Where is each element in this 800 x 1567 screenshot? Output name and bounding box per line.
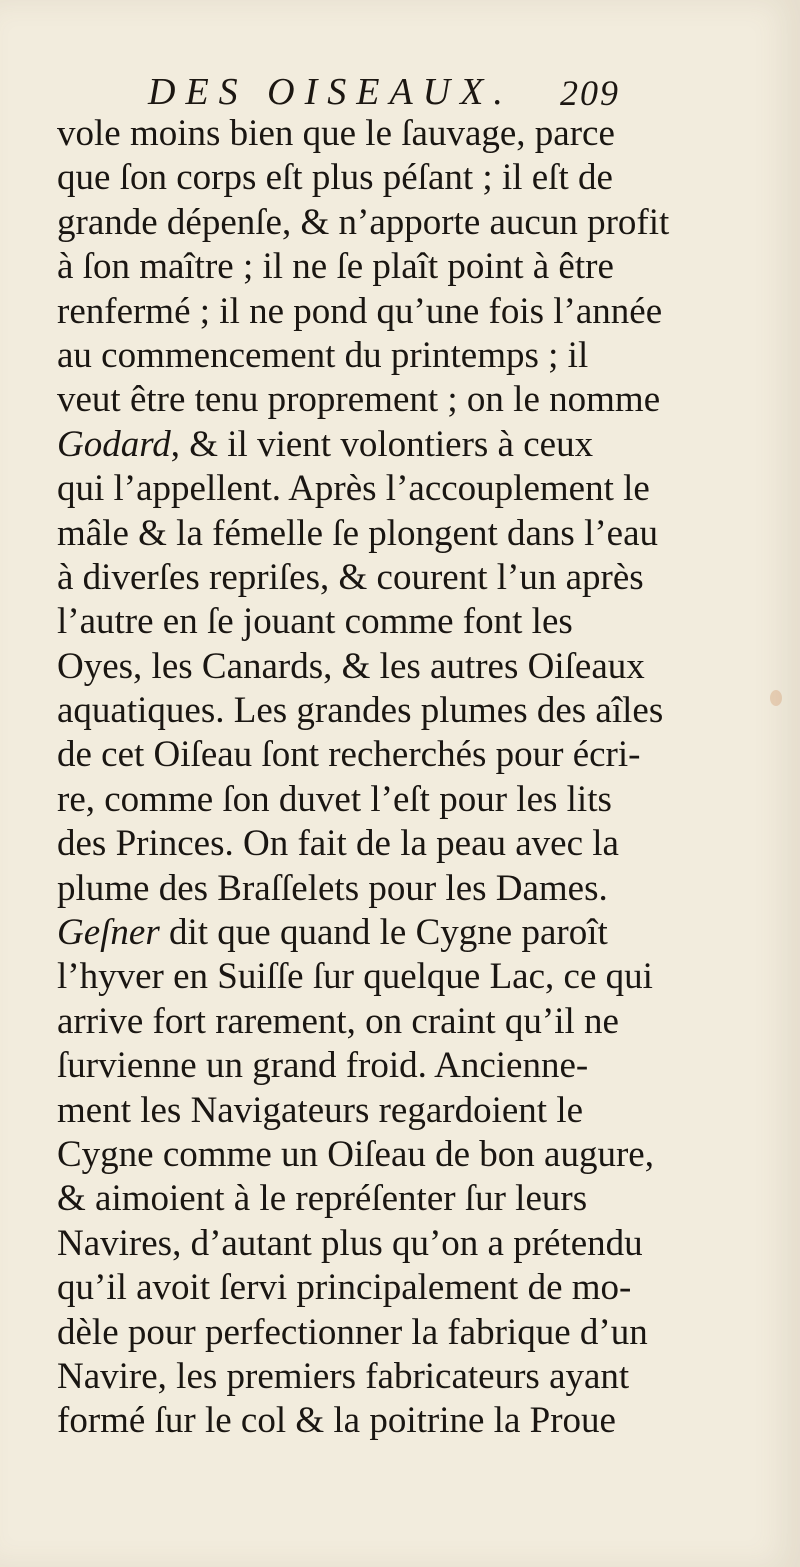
text-line: ment les Navigateurs regardoient le — [57, 1089, 584, 1131]
page-header — [0, 62, 800, 112]
text-line: Oyes, les Canards, & les autres Oiſeaux — [57, 645, 645, 687]
text-line: dèle pour perfectionner la fabrique d’un — [57, 1311, 648, 1353]
text-line: qui l’appellent. Après l’accouplement le — [57, 468, 650, 510]
text-line: Navire, les premiers fabricateurs ayant — [57, 1355, 630, 1397]
text-line: de cet Oiſeau ſont recherchés pour écri- — [57, 734, 641, 776]
text-line: des Princes. On fait de la peau avec la — [57, 823, 619, 865]
text-line: ſurvienne un grand froid. Ancienne- — [57, 1045, 589, 1087]
text-line: à ſon maître ; il ne ſe plaît point à être — [57, 246, 614, 288]
text-line: Cygne comme un Oiſeau de bon augure, — [57, 1133, 654, 1175]
text-line: que ſon corps eſt plus péſant ; il eſt de — [57, 157, 613, 199]
text-line: Navires, d’autant plus qu’on a prétendu — [57, 1222, 643, 1264]
running-title: DES OISEAUX. — [148, 71, 513, 113]
text-line: & aimoient à le repréſenter ſur leurs — [57, 1178, 588, 1220]
text-line: qu’il avoit ſervi principalement de mo- — [57, 1267, 632, 1309]
text-line: Godard, & il vient volontiers à ceux — [57, 423, 594, 465]
paper-stain — [770, 690, 782, 706]
text-line: plume des Braſſelets pour les Dames. — [57, 867, 608, 909]
text-line: formé ſur le col & la poitrine la Proue — [57, 1400, 616, 1442]
text-line: arrive fort rarement, on craint qu’il ne — [57, 1000, 619, 1042]
text-line: au commencement du printemps ; il — [57, 334, 589, 376]
text-line: aquatiques. Les grandes plumes des aîles — [57, 690, 664, 732]
text-line: re, comme ſon duvet l’eſt pour les lits — [57, 778, 612, 820]
page-number: 209 — [560, 73, 620, 113]
text-line: vole moins bien que le ſauvage, parce — [57, 113, 615, 154]
text-line: l’autre en ſe jouant comme font les — [57, 601, 573, 643]
text-line: veut être tenu proprement ; on le nomme — [57, 379, 661, 421]
text-line: mâle & la fémelle ſe plongent dans l’eau — [57, 512, 659, 554]
italic-name: Godard — [57, 423, 171, 465]
text-line: Geſner dit que quand le Cygne paroît — [57, 912, 608, 954]
italic-name: Geſner — [57, 912, 160, 954]
text-line: grande dépenſe, & n’apporte aucun profit — [57, 201, 670, 243]
text-line: l’hyver en Suiſſe ſur quelque Lac, ce qui — [57, 956, 653, 998]
text-line: à diverſes repriſes, & courent l’un après — [57, 556, 644, 598]
body-text — [57, 112, 747, 1444]
text-line: renfermé ; il ne pond qu’une fois l’année — [57, 290, 663, 332]
